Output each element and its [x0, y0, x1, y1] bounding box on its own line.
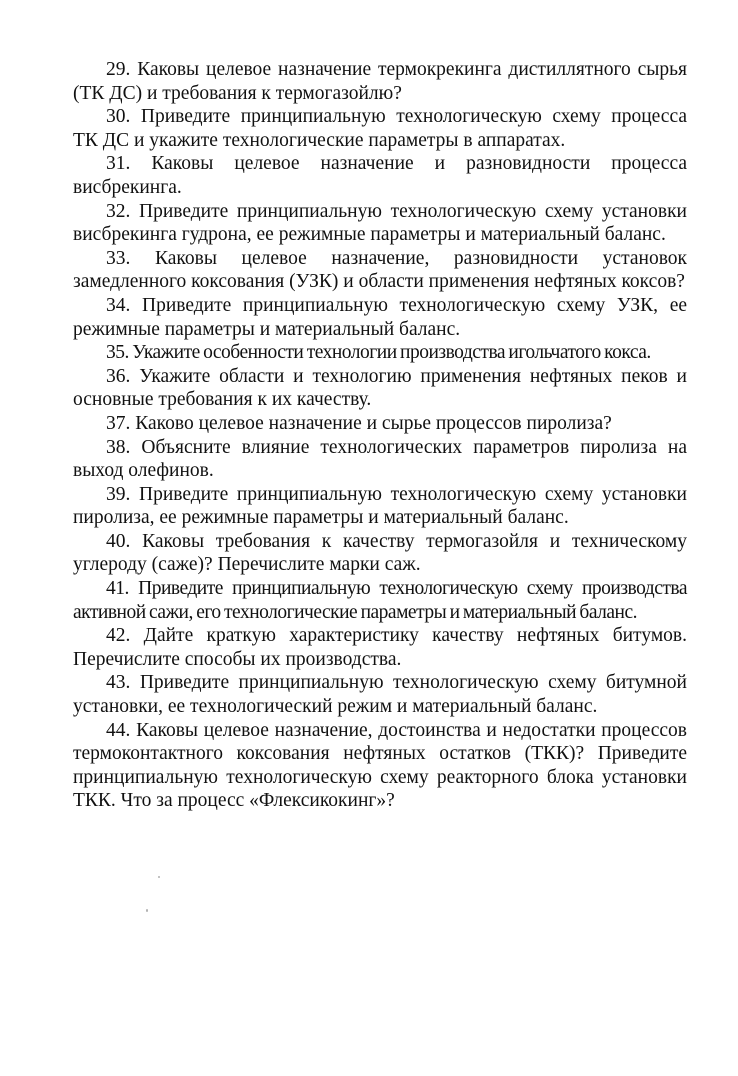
question-34: 34. Приведите принципиальную технологическую схему УЗК, ее режимные параметры и материальный баланс.: [73, 294, 687, 340]
question-43: 43. Приведите принципиальную технологическую схему битумной установки, ее технологический режим и материальный баланс.: [73, 672, 687, 718]
question-33: 33. Каковы целевое назначение, разновидности установок замедленного коксования (УЗК) и области применения нефтяных коксов?: [73, 247, 687, 293]
question-30: 30. Приведите принципиальную технологическую схему процесса ТК ДС и укажите технологические параметры в аппаратах.: [73, 106, 687, 151]
question-40: 40. Каковы требования к качеству термогазойля и техническому углероду (саже)? Перечислите марки саж.: [73, 530, 687, 576]
question-38: 38. Объясните влияние технологических параметров пиролиза на выход олефинов.: [73, 436, 687, 482]
scan-speck: [158, 876, 160, 878]
question-36: 36. Укажите области и технологию применения нефтяных пеков и основные требования к их качеству.: [73, 365, 687, 411]
question-37: 37. Каково целевое назначение и сырье процессов пиролиза?: [106, 412, 612, 434]
question-44: 44. Каковы целевое назначение, достоинства и недостатки процессов термоконтактного коксования нефтяных остатков (ТКК)? Приведите принципиальную технологическую схему реакторного блока установки ТКК. Что за процесс «Флексикокинг»?: [73, 719, 687, 812]
question-35: 35. Укажите особенности технологии производства игольчатого кокса.: [106, 342, 651, 364]
question-41: 41. Приведите принципиальную технологическую схему производства активной сажи, его технологические параметры и материальный баланс.: [73, 578, 687, 623]
question-31: 31. Каковы целевое назначение и разновидности процесса висбрекинга.: [73, 153, 687, 198]
question-32: 32. Приведите принципиальную технологическую схему установки висбрекинга гудрона, ее режимные параметры и материальный баланс.: [73, 200, 687, 246]
question-list: [73, 58, 687, 813]
question-29: 29. Каковы целевое назначение термокрекинга дистиллятного сырья (ТК ДС) и требования к термогазойлю?: [73, 59, 687, 104]
scan-speck: [146, 909, 148, 912]
question-42: 42. Дайте краткую характеристику качеству нефтяных битумов. Перечислите способы их производства.: [73, 625, 687, 670]
question-39: 39. Приведите принципиальную технологическую схему установки пиролиза, ее режимные параметры и материальный баланс.: [73, 483, 687, 529]
